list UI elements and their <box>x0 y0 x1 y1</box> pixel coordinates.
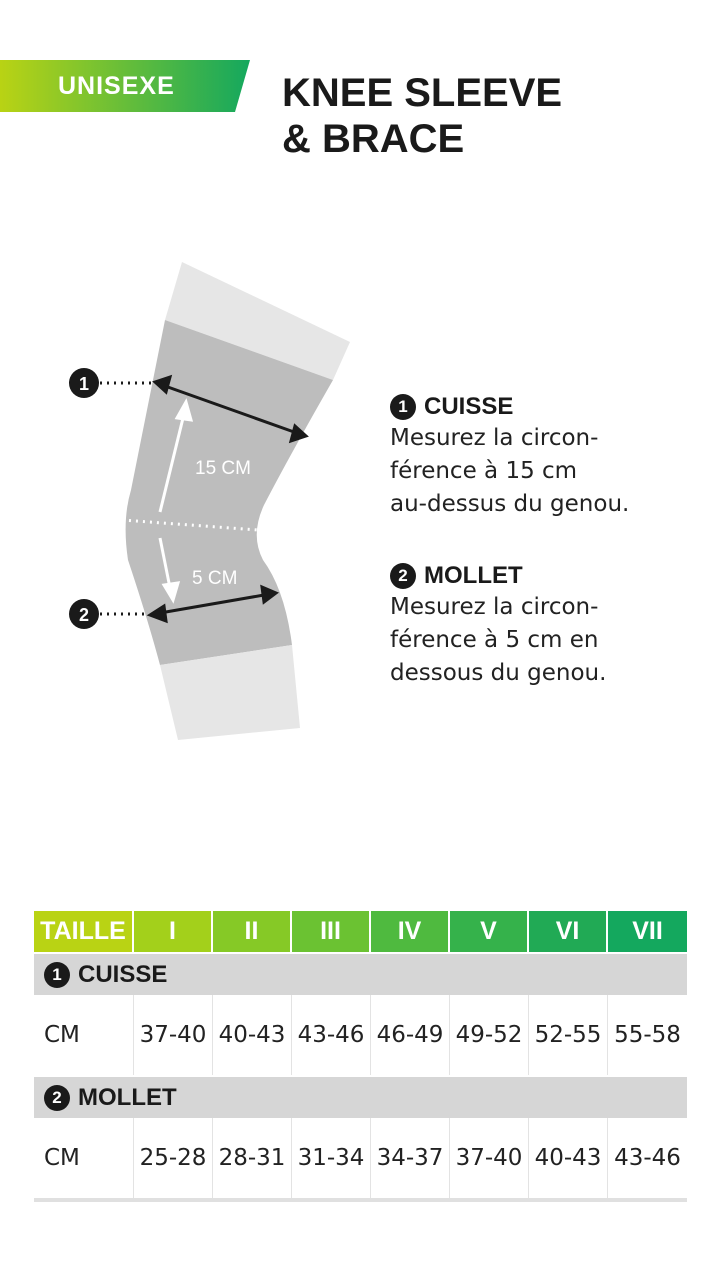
knee-measurement-diagram <box>0 240 380 760</box>
value-cell: 37-40 <box>134 995 213 1075</box>
value-cell: 40-43 <box>213 995 292 1075</box>
size-table <box>34 911 687 1202</box>
value-cell: 55-58 <box>614 1022 681 1048</box>
header-cell-size: III <box>292 911 371 952</box>
value-cell: 52-55 <box>529 995 608 1075</box>
number-1-icon: 1 <box>390 394 416 420</box>
instruction-line: au-dessus du genou. <box>390 491 630 517</box>
header-cell-size: V <box>450 911 529 952</box>
page-title <box>282 70 702 162</box>
instruction-mollet <box>390 561 710 690</box>
knee-sleeve-illustration <box>0 240 380 760</box>
header-cell-taille: TAILLE <box>34 911 134 952</box>
table-row <box>34 995 687 1075</box>
section-header-mollet <box>34 1077 687 1118</box>
badge-background <box>0 0 260 120</box>
instruction-cuisse <box>390 392 710 521</box>
table-row <box>34 1118 687 1198</box>
number-2-icon: 2 <box>44 1085 70 1111</box>
instruction-heading <box>390 392 710 422</box>
header-cell-size: I <box>134 911 213 952</box>
unit-cell: CM <box>34 1118 134 1198</box>
instruction-line: Mesurez la circon- <box>390 425 599 451</box>
instruction-line: Mesurez la circon- <box>390 594 599 620</box>
value-cell: 43-46 <box>292 995 371 1075</box>
marker-2-label: 2 <box>78 605 90 625</box>
number-1-icon: 1 <box>44 962 70 988</box>
distance-label-15: 15 CM <box>195 458 251 479</box>
instruction-line: dessous du genou. <box>390 660 607 686</box>
instruction-text <box>390 591 710 690</box>
value-cell: 43-46 <box>614 1145 681 1171</box>
section-header-cuisse <box>34 954 687 995</box>
value-cell: 49-52 <box>450 995 529 1075</box>
header-cell-size: IV <box>371 911 450 952</box>
header-cell-size: VII <box>608 911 687 952</box>
instruction-line: férence à 15 cm <box>390 458 578 484</box>
title-line-1: KNEE SLEEVE <box>282 71 563 115</box>
value-cell: 34-37 <box>371 1118 450 1198</box>
value-cell: 40-43 <box>529 1118 608 1198</box>
section-title: CUISSE <box>78 960 168 988</box>
value-cell: 28-31 <box>213 1118 292 1198</box>
instruction-title: CUISSE <box>424 393 514 420</box>
value-cell: 31-34 <box>292 1118 371 1198</box>
instruction-line: férence à 5 cm en <box>390 627 599 653</box>
value-cell: 37-40 <box>450 1118 529 1198</box>
unit-cell: CM <box>34 995 134 1075</box>
distance-label-5: 5 CM <box>192 568 238 589</box>
value-cell: 25-28 <box>134 1118 213 1198</box>
instruction-title: MOLLET <box>424 562 523 589</box>
table-bottom-divider <box>34 1198 687 1202</box>
header-cell-size: II <box>213 911 292 952</box>
title-line-2: & BRACE <box>282 117 465 161</box>
unisex-badge <box>0 0 260 120</box>
instruction-heading <box>390 561 710 591</box>
marker-1-label: 1 <box>78 374 90 394</box>
header-cell-size: VI <box>529 911 608 952</box>
section-title: MOLLET <box>78 1083 177 1111</box>
instruction-text <box>390 422 710 521</box>
size-table-header <box>34 911 687 952</box>
number-2-icon: 2 <box>390 563 416 589</box>
value-cell: 46-49 <box>371 995 450 1075</box>
badge-label: UNISEXE <box>58 72 175 100</box>
